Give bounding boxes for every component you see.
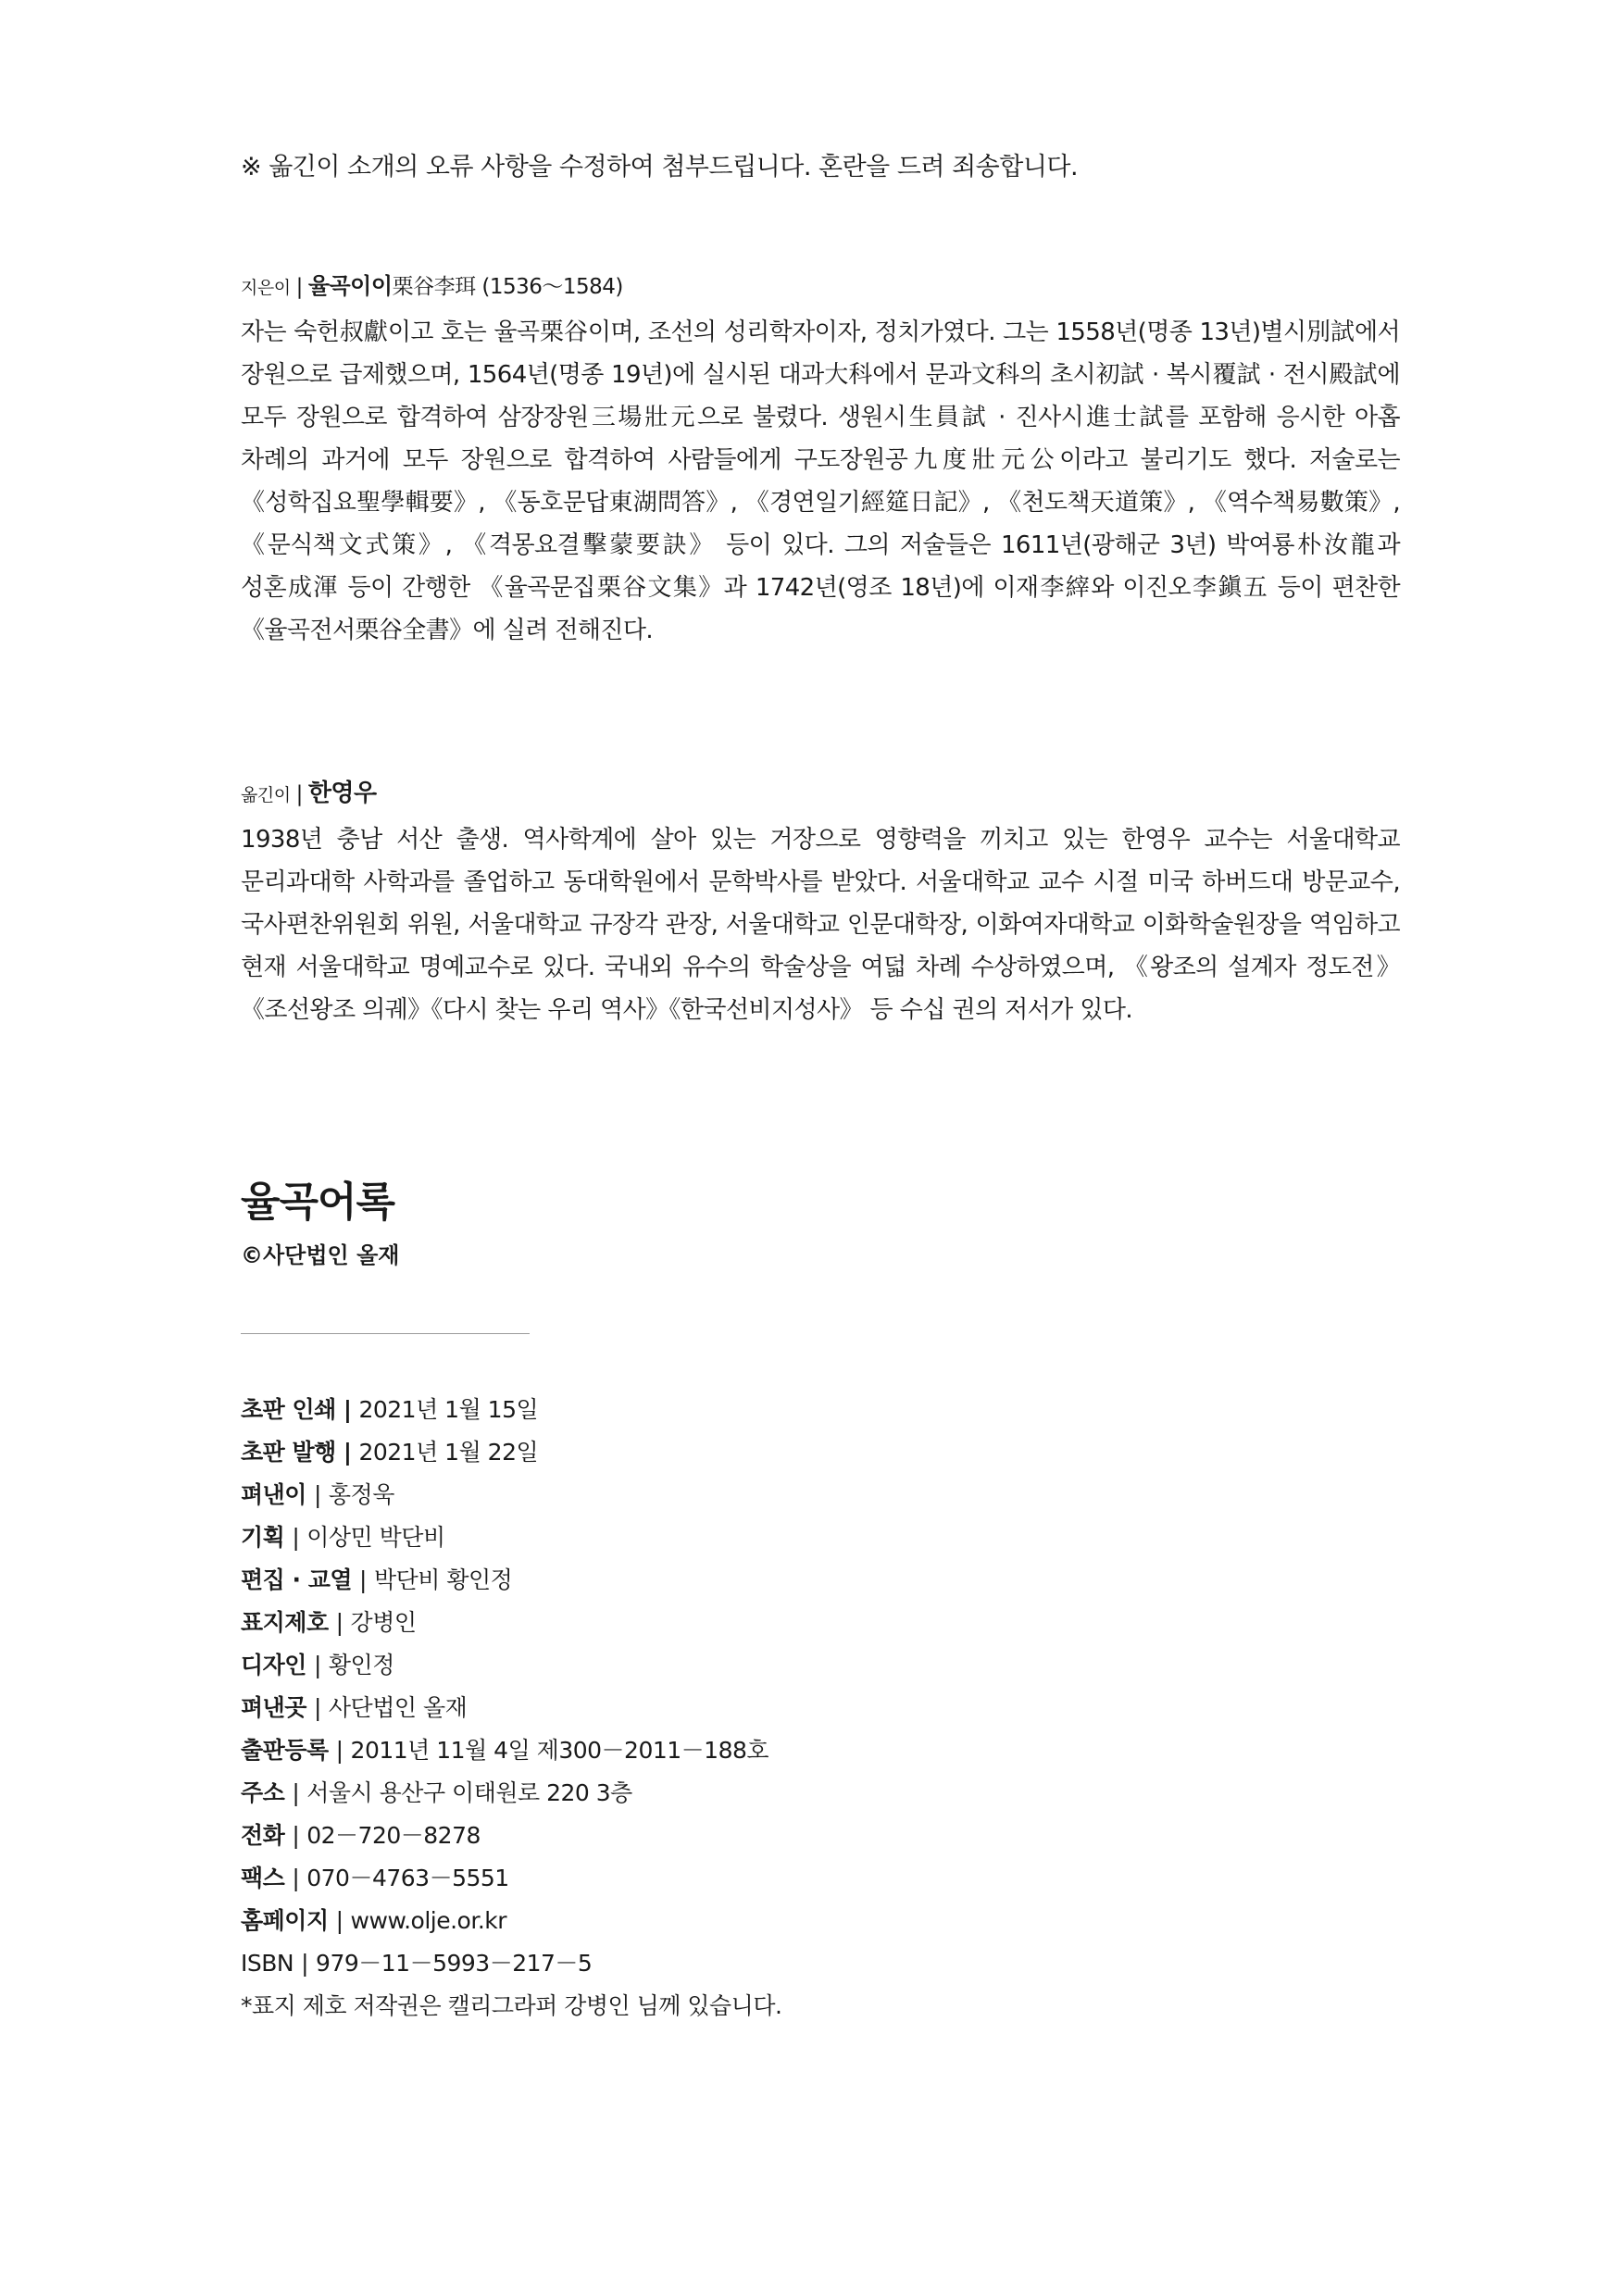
colophon-separator: | [313,1694,321,1721]
colophon-value: 070－4763－5551 [306,1865,509,1891]
colophon-value: 강병인 [350,1609,417,1636]
author-role-label: 지은이 [241,278,291,298]
colophon-value: 2011년 11월 4일 제300－2011－188호 [350,1737,769,1764]
colophon-separator: | [313,1652,321,1678]
colophon-value: 02－720－8278 [306,1822,481,1849]
colophon-label: ISBN [241,1950,294,1977]
colophon-item [241,1389,781,1431]
colophon-value: 황인정 [328,1652,394,1678]
author-bio: 자는 숙헌叔獻이고 호는 율곡栗谷이며, 조선의 성리학자이자, 정치가였다. 그는 1558년(명종 13년)별시別試에서 장원으로 급제했으며, 1564년(명종 19년)에 실시된 대과大科에서 문과文科의 초시初試 · 복시覆試 · 전시殿試에 모두 장원으로 합격하여 삼장장원三場壯元으로 불렸다. 생원시生員試 · 진사시進士試를 포함해 응시한 아홉 차례의 과거에 모두 장원으로 합격하여 사람들에게 구도장원공九度壯元公이라고 불리기도 했다. 저술로는 《성학집요聖學輯要》, 《동호문답東湖問答》, 《경연일기經筵日記》, 《천도책天道策》, 《역수책易數策》, 《문식책文式策》, 《격몽요결擊蒙要訣》 등이 있다. 그의 저술들은 1611년(광해군 3년) 박여룡朴汝龍과 성혼成渾 등이 간행한 《율곡문집栗谷文集》과 1742년(영조 18년)에 이재李縡와 이진오李鎭五 등이 편찬한 《율곡전서栗谷全書》에 실려 전해진다. [241,318,1400,644]
colophon-separator: | [343,1439,352,1466]
colophon-footnote [241,1985,781,2028]
author-name: 율곡이이 [307,273,393,299]
author-years: (1536〜1584) [481,275,623,299]
colophon-separator: | [343,1396,352,1423]
colophon-label: 표지제호 [241,1609,329,1636]
colophon-separator: | [292,1779,300,1806]
colophon-item [241,1772,781,1815]
colophon-label: 기획 [241,1524,285,1551]
colophon-item [241,1687,781,1729]
colophon-separator: | [313,1481,321,1508]
author-name-hanja: 栗谷李珥 [392,275,476,299]
colophon-separator: | [292,1524,300,1551]
colophon-separator: | [292,1822,300,1849]
heading-separator: | [295,782,303,806]
colophon-item [241,1431,781,1474]
colophon-item [241,1815,781,1857]
colophon-value: 이상민 박단비 [306,1524,445,1551]
colophon-item [241,1942,781,1985]
colophon-separator: | [335,1737,344,1764]
translator-name: 한영우 [307,780,377,807]
colophon-value: 박단비 황인정 [373,1566,513,1593]
colophon-item [241,1516,781,1559]
translator-role-label: 옮긴이 [241,785,291,805]
colophon-label: 펴낸이 [241,1481,306,1508]
colophon-label: 초판 인쇄 [241,1396,336,1423]
colophon-item [241,1644,781,1687]
colophon-value: 2021년 1월 15일 [358,1396,539,1423]
colophon-value: www.olje.or.kr [350,1907,507,1934]
colophon-value: 홍정욱 [328,1481,394,1508]
colophon-label: 출판등록 [241,1737,329,1764]
translator-heading [241,778,1400,811]
colophon-label: 팩스 [241,1865,285,1891]
colophon-item [241,1857,781,1900]
colophon-item [241,1900,781,1942]
colophon-value: 사단법인 올재 [328,1694,468,1721]
heading-separator: | [295,275,303,299]
colophon-item [241,1559,781,1602]
colophon-separator: | [335,1609,344,1636]
book-title: 율곡어록 [241,1179,395,1226]
colophon-label: 홈페이지 [241,1907,329,1934]
colophon-separator: | [335,1907,344,1934]
colophon-list [241,1389,781,2028]
copyright-line: ©사단법인 올재 [241,1242,400,1268]
colophon-value: 2021년 1월 22일 [358,1439,539,1466]
author-section [241,270,1400,652]
colophon-label: 초판 발행 [241,1439,336,1466]
colophon-separator: | [301,1950,309,1977]
colophon-label: 전화 [241,1822,285,1849]
correction-notice: ※ 옮긴이 소개의 오류 사항을 수정하여 첨부드립니다. 혼란을 드려 죄송합니다. [241,153,1079,181]
colophon-label: 주소 [241,1779,285,1806]
colophon-label: 편집 · 교열 [241,1566,353,1593]
colophon-value: 979－11－5993－217－5 [316,1950,593,1977]
colophon-label: 펴낸곳 [241,1694,306,1721]
colophon-label: 디자인 [241,1652,306,1678]
colophon-item [241,1602,781,1644]
colophon-item [241,1474,781,1516]
author-heading [241,270,1400,304]
translator-bio: 1938년 충남 서산 출생. 역사학계에 살아 있는 거장으로 영향력을 끼치고 있는 한영우 교수는 서울대학교 문리과대학 사학과를 졸업하고 동대학원에서 문학박사를 받았다. 서울대학교 교수 시절 미국 하버드대 방문교수, 국사편찬위원회 위원, 서울대학교 규장각 관장, 서울대학교 인문대학장, 이화여자대학교 이화학술원장을 역임하고 현재 서울대학교 명예교수로 있다. 국내외 유수의 학술상을 여덟 차례 수상하였으며, 《왕조의 설계자 정도전》 《조선왕조 의궤》《다시 찾는 우리 역사》《한국선비지성사》 등 수십 권의 저서가 있다. [241,826,1400,1024]
footnote-text: *표지 제호 저작권은 캘리그라퍼 강병인 님께 있습니다. [241,1992,782,2019]
colophon-separator: | [292,1865,300,1891]
divider [241,1333,530,1334]
translator-section [241,778,1400,1031]
colophon-value: 서울시 용산구 이태원로 220 3층 [306,1779,632,1806]
colophon-separator: | [359,1566,367,1593]
colophon-item [241,1729,781,1772]
